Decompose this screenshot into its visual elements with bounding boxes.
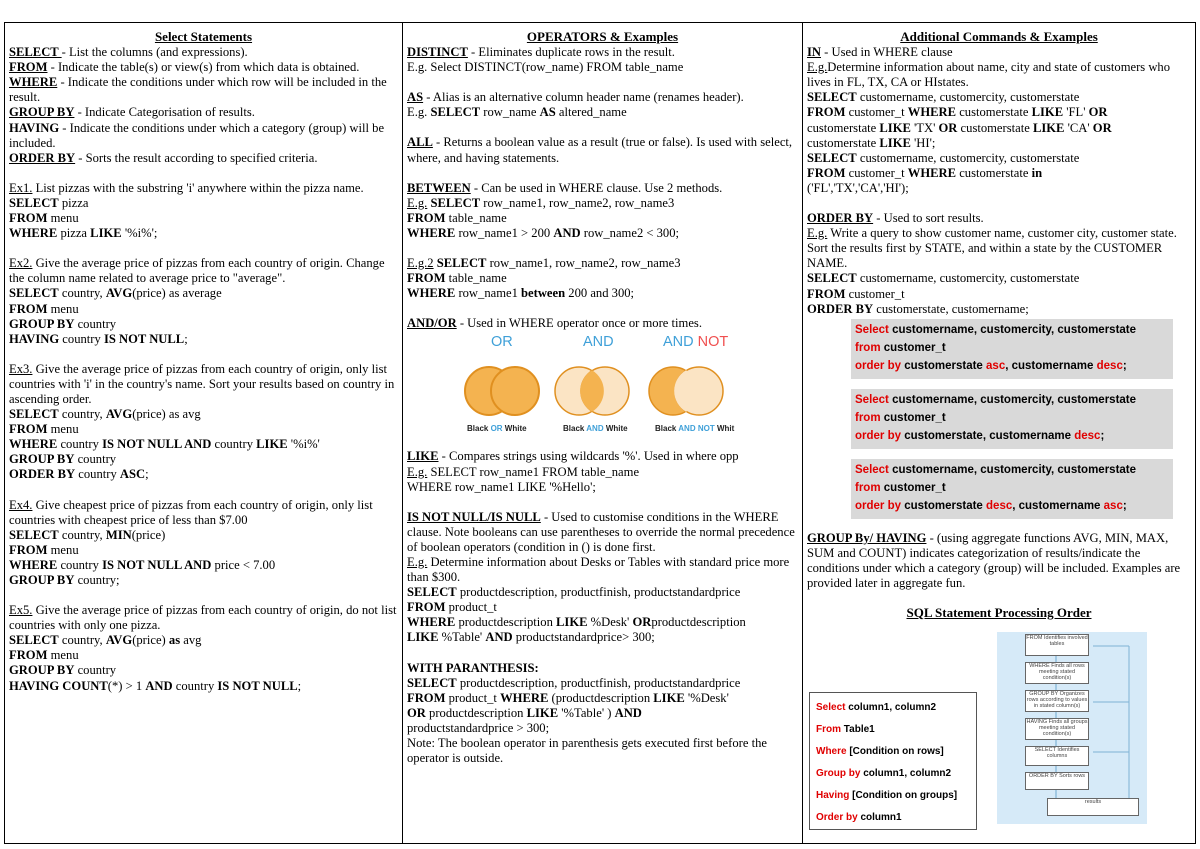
processing-order-title: SQL Statement Processing Order (906, 605, 1092, 621)
venn-and-not-caption: Black AND NOT Whit (655, 424, 735, 434)
def-from: FROM - Indicate the table(s) or view(s) from which data is obtained. (9, 60, 360, 75)
op-between: BETWEEN - Can be used in WHERE clause. Use 2 methods. E.g. SELECT row_name1, row_name2, row_name3 FROM table_name WHERE row_name1 > 200 AND row_name2 < 300; E.g.2 SELECT row_name1, row_name2, row_name3 FROM table_name WHERE row_name1 between 200 and 300; (407, 180, 723, 301)
example-1: Ex1. List pizzas with the substring 'i' anywhere within the pizza name. SELECT pizza FROM menu WHERE pizza LIKE '%i%'; (9, 180, 364, 241)
select-statements-column (5, 23, 403, 843)
column-heading: Select Statements (154, 29, 253, 44)
op-as: AS - Alias is an alternative column header name (renames header). E.g. SELECT row_name AS altered_name (407, 90, 744, 120)
flow-order-by: ORDER BY Sorts rows (1025, 772, 1089, 790)
cheat-sheet (4, 22, 1196, 844)
def-select: SELECT - List the columns (and expressions). (9, 45, 248, 60)
operators-column (403, 23, 803, 843)
op-distinct: DISTINCT - Eliminates duplicate rows in the result. E.g. Select DISTINCT(row_name) FROM table_name (407, 45, 684, 75)
def-having: HAVING - Indicate the conditions under which a category (group) will be included. (9, 120, 385, 150)
def-where: WHERE - Indicate the conditions under which row will be included in the result. (9, 75, 387, 105)
flow-group-by: GROUP BY Organizes rows according to values in stated column(s) (1025, 690, 1089, 712)
venn-and-not-title: AND NOT (663, 334, 729, 351)
flow-results: results (1047, 798, 1139, 816)
example-4: Ex4. Give cheapest price of pizzas from each country of origin, only list countries with cheapest price of less than $7.00 SELECT country, MIN(price) FROM menu WHERE country IS NOT NULL AND price < 7.00 GROUP BY country; (9, 497, 373, 587)
venn-or-title: OR (491, 334, 513, 351)
op-like: LIKE - Compares strings using wildcards '%'. Used in where opp E.g. SELECT row_name1 FROM table_name WHERE row_name1 LIKE '%Hello'; (407, 449, 739, 494)
cmd-in: IN - Used in WHERE clause E.g.Determine information about name, city and state of customers who lives in FL, TX, CA or HIstates. SELECT customername, customercity, customerstate FROM customer_t WHERE customerstate LIKE 'FL' OR customerstate LIKE 'TX' OR customerstate LIKE 'CA' OR customerstate LIKE 'HI'; SELECT customername, customercity, customerstate FROM customer_t WHERE customerstate in ('FL','TX','CA','HI'); (807, 45, 1171, 195)
column-heading: Additional Commands & Examples (900, 29, 1098, 44)
additional-commands-column (803, 23, 1195, 843)
example-2: Ex2. Give the average price of pizzas from each country of origin. Change the column name related to average price to "average". SELECT country, AVG(price) as average FROM menu GROUP BY country HAVING country IS NOT NULL; (9, 256, 385, 346)
venn-or-circle-b (491, 367, 539, 415)
cmd-order-by: ORDER BY - Used to sort results. E.g. Write a query to show customer name, customer city, customer state. Sort the results first by STATE, and within a state by the CUSTOMER NAME. SELECT customername, customercity, customerstate FROM customer_t ORDER BY customerstate, customername; (807, 211, 1177, 316)
flow-from: FROM Identifies involved tables (1025, 634, 1089, 656)
flow-having: HAVING Finds all groups meeting stated condition(s) (1025, 718, 1089, 740)
def-group-by: GROUP BY - Indicate Categorisation of results. (9, 105, 255, 120)
example-5: Ex5. Give the average price of pizzas from each country of origin, do not list countries with only one pizza. SELECT country, AVG(price) as avg FROM menu GROUP BY country HAVING COUNT(*) > 1 AND country IS NOT NULL; (9, 603, 397, 693)
def-order-by: ORDER BY - Sorts the result according to specified criteria. (9, 150, 318, 165)
code-example-asc-desc: Select customername, customercity, customerstate from customer_t order by customerstate asc, customername desc; (851, 319, 1173, 379)
processing-order-query: Select column1, column2 From Table1 Where [Condition on rows] Group by column1, column2 Having [Condition on groups] Order by column1 (809, 692, 977, 830)
op-all: ALL - Returns a boolean value as a result (true or false). Is used with select, where, and having statements. (407, 135, 793, 165)
processing-order-flowchart (997, 632, 1147, 824)
flow-select: SELECT Identifies columns (1025, 746, 1089, 766)
processing-order (807, 620, 1191, 824)
venn-or-caption: Black OR White (467, 424, 527, 434)
op-and-or: AND/OR - Used in WHERE operator once or more times. OR AND AND NOT Black OR White Black AND White Black AND NOT Whit (407, 316, 798, 435)
op-is-null: IS NOT NULL/IS NULL - Used to customise conditions in the WHERE clause. Note booleans can use parentheses to override the normal precedence of boolean operators (condition in () is done first. E.g. Determine information about Desks or Tables with standard price more than $300. SELECT productdescription, productfinish, productstandardprice FROM product_t WHERE productdescription LIKE %Desk' ORproductdescription LIKE %Table' AND productstandardprice> 300; (407, 509, 795, 645)
code-example-desc-asc: Select customername, customercity, customerstate from customer_t order by customerstate desc, customername asc; (851, 459, 1173, 519)
op-parenthesis: WITH PARANTHESIS: SELECT productdescription, productfinish, productstandardprice FROM product_t WHERE (productdescription LIKE '%Desk' OR productdescription LIKE '%Table' ) AND productstandardprice > 300; Note: The boolean operator in parenthesis gets executed first before the operator is outside. (407, 660, 767, 766)
venn-and-title: AND (583, 334, 614, 351)
code-example-desc: Select customername, customercity, customerstate from customer_t order by customerstate, customername desc; (851, 389, 1173, 449)
venn-diagrams (459, 335, 741, 435)
example-3: Ex3. Give the average price of pizzas from each country of origin, only list countries with 'i' in the country's name. Sort your results based on country in ascending order. SELECT country, AVG(price) as avg FROM menu WHERE country IS NOT NULL AND country LIKE '%i%' GROUP BY country ORDER BY country ASC; (9, 361, 395, 482)
flow-where: WHERE Finds all rows meeting stated condition(s) (1025, 662, 1089, 684)
venn-and-caption: Black AND White (563, 424, 628, 434)
column-heading: OPERATORS & Examples (526, 29, 679, 44)
cmd-group-by-having: GROUP By/ HAVING - (using aggregate functions AVG, MIN, MAX, SUM and COUNT) indicates categorization of results/indicate the conditions under which a category (group) will be included. Examples are provided later in aggregate fun. (807, 530, 1181, 590)
